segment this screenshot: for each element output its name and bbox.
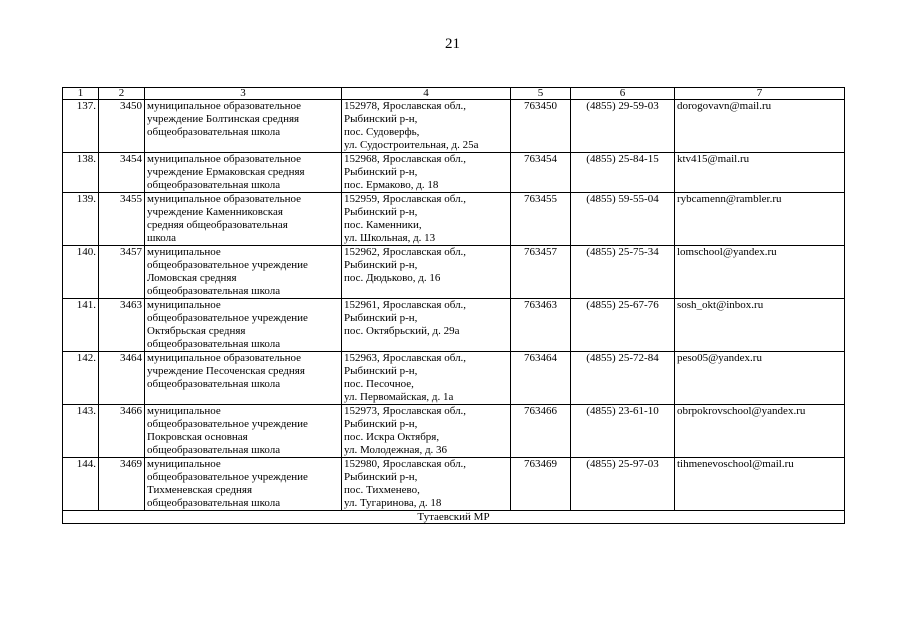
school-name-line: муниципальное образовательное [147, 352, 302, 364]
school-code: 3466 [99, 405, 145, 458]
school-zip: 763457 [511, 246, 571, 299]
row-number: 139. [63, 193, 99, 246]
school-address [342, 458, 511, 511]
school-name-line: Октябрьская средняя [147, 325, 246, 337]
school-address [342, 100, 511, 153]
school-address-line: пос. Тихменево, [344, 484, 420, 496]
school-name-line: общеобразовательная школа [147, 126, 281, 138]
school-name-line: муниципальное образовательное [147, 193, 302, 205]
region-heading: Тутаевский МР [63, 511, 845, 524]
school-zip: 763463 [511, 299, 571, 352]
school-phone: (4855) 59-55-04 [571, 193, 675, 246]
column-header: 4 [342, 88, 511, 100]
school-name-line: Покровская основная [147, 431, 248, 443]
schools-table [62, 87, 845, 524]
school-name-line: общеобразовательная школа [147, 378, 281, 390]
table-row [63, 405, 845, 458]
school-zip: 763455 [511, 193, 571, 246]
school-address-line: пос. Судоверфь, [344, 126, 420, 138]
school-zip: 763469 [511, 458, 571, 511]
column-header: 7 [675, 88, 845, 100]
school-name-line: муниципальное [147, 246, 221, 258]
school-address-line: пос. Октябрьский, д. 29а [344, 325, 460, 337]
row-number: 141. [63, 299, 99, 352]
school-name-line: общеобразовательная школа [147, 285, 281, 297]
school-address [342, 193, 511, 246]
column-header: 2 [99, 88, 145, 100]
row-number: 143. [63, 405, 99, 458]
school-code: 3455 [99, 193, 145, 246]
school-address [342, 153, 511, 193]
school-name [145, 405, 342, 458]
school-address-line: Рыбинский р-н, [344, 166, 418, 178]
school-address-line: Рыбинский р-н, [344, 471, 418, 483]
school-code: 3454 [99, 153, 145, 193]
school-name-line: муниципальное [147, 405, 221, 417]
school-code: 3457 [99, 246, 145, 299]
school-address [342, 246, 511, 299]
school-address-line: 152978, Ярославская обл., [344, 100, 467, 112]
table-row [63, 246, 845, 299]
school-phone: (4855) 25-84-15 [571, 153, 675, 193]
school-name-line: учреждение Каменниковская [147, 206, 283, 218]
school-code: 3463 [99, 299, 145, 352]
school-name-line: школа [147, 232, 176, 244]
school-address-line: ул. Судостроительная, д. 25а [344, 139, 479, 151]
school-phone: (4855) 25-97-03 [571, 458, 675, 511]
school-name-line: общеобразовательное учреждение [147, 418, 308, 430]
school-name-line: муниципальное [147, 299, 221, 311]
school-phone: (4855) 25-72-84 [571, 352, 675, 405]
school-name-line: муниципальное образовательное [147, 100, 302, 112]
school-name-line: общеобразовательная школа [147, 444, 281, 456]
column-header: 3 [145, 88, 342, 100]
school-name-line: Ломовская средняя [147, 272, 237, 284]
school-address-line: Рыбинский р-н, [344, 312, 418, 324]
school-address-line: 152959, Ярославская обл., [344, 193, 467, 205]
school-email: obrpokrovschool@yandex.ru [675, 405, 845, 458]
table-row [63, 352, 845, 405]
column-header: 1 [63, 88, 99, 100]
school-address-line: 152962, Ярославская обл., [344, 246, 467, 258]
table-row [63, 458, 845, 511]
school-address-line: Рыбинский р-н, [344, 418, 418, 430]
school-name-line: общеобразовательная школа [147, 179, 281, 191]
school-name [145, 246, 342, 299]
school-email: rybcamenn@rambler.ru [675, 193, 845, 246]
column-header: 6 [571, 88, 675, 100]
header-row [63, 88, 845, 100]
school-name [145, 100, 342, 153]
school-zip: 763466 [511, 405, 571, 458]
school-name-line: общеобразовательное учреждение [147, 312, 308, 324]
table-row [63, 153, 845, 193]
table-row [63, 100, 845, 153]
school-code: 3450 [99, 100, 145, 153]
school-zip: 763454 [511, 153, 571, 193]
school-email: dorogovavn@mail.ru [675, 100, 845, 153]
school-address-line: Рыбинский р-н, [344, 113, 418, 125]
school-address-line: пос. Ермаково, д. 18 [344, 179, 439, 191]
school-phone: (4855) 25-67-76 [571, 299, 675, 352]
school-email: sosh_okt@inbox.ru [675, 299, 845, 352]
school-email: ktv415@mail.ru [675, 153, 845, 193]
school-phone: (4855) 29-59-03 [571, 100, 675, 153]
school-name-line: учреждение Ермаковская средняя [147, 166, 305, 178]
school-address [342, 405, 511, 458]
school-email: tihmenevoschool@mail.ru [675, 458, 845, 511]
school-name-line: общеобразовательное учреждение [147, 259, 308, 271]
school-address-line: ул. Тугаринова, д. 18 [344, 497, 442, 509]
school-name-line: учреждение Песоченская средняя [147, 365, 305, 377]
school-address [342, 299, 511, 352]
school-address-line: пос. Искра Октября, [344, 431, 440, 443]
page-number: 21 [445, 36, 460, 52]
school-address-line: ул. Первомайская, д. 1а [344, 391, 454, 403]
column-header: 5 [511, 88, 571, 100]
school-name-line: общеобразовательная школа [147, 497, 281, 509]
school-name-line: муниципальное [147, 458, 221, 470]
school-name-line: средняя общеобразовательная [147, 219, 288, 231]
school-code: 3464 [99, 352, 145, 405]
school-zip: 763464 [511, 352, 571, 405]
table-row [63, 299, 845, 352]
school-address-line: Рыбинский р-н, [344, 206, 418, 218]
school-name-line: Тихменевская средняя [147, 484, 253, 496]
school-address-line: ул. Молодежная, д. 36 [344, 444, 448, 456]
school-address-line: 152980, Ярославская обл., [344, 458, 467, 470]
school-address-line: 152961, Ярославская обл., [344, 299, 467, 311]
school-name-line: общеобразовательное учреждение [147, 471, 308, 483]
row-number: 144. [63, 458, 99, 511]
section-row [63, 511, 845, 524]
school-address-line: пос. Каменники, [344, 219, 422, 231]
school-phone: (4855) 25-75-34 [571, 246, 675, 299]
school-name [145, 193, 342, 246]
school-address-line: пос. Песочное, [344, 378, 414, 390]
school-name [145, 299, 342, 352]
school-email: lomschool@yandex.ru [675, 246, 845, 299]
school-code: 3469 [99, 458, 145, 511]
row-number: 140. [63, 246, 99, 299]
school-address-line: пос. Дюдьково, д. 16 [344, 272, 441, 284]
school-name-line: муниципальное образовательное [147, 153, 302, 165]
school-name [145, 153, 342, 193]
school-address-line: Рыбинский р-н, [344, 365, 418, 377]
school-address-line: 152963, Ярославская обл., [344, 352, 467, 364]
school-name-line: общеобразовательная школа [147, 338, 281, 350]
school-name [145, 352, 342, 405]
school-address-line: 152973, Ярославская обл., [344, 405, 467, 417]
school-address-line: 152968, Ярославская обл., [344, 153, 467, 165]
table-row [63, 193, 845, 246]
school-phone: (4855) 23-61-10 [571, 405, 675, 458]
school-name-line: учреждение Болтинская средняя [147, 113, 300, 125]
row-number: 138. [63, 153, 99, 193]
school-email: peso05@yandex.ru [675, 352, 845, 405]
row-number: 142. [63, 352, 99, 405]
school-zip: 763450 [511, 100, 571, 153]
school-address-line: ул. Школьная, д. 13 [344, 232, 436, 244]
school-name [145, 458, 342, 511]
row-number: 137. [63, 100, 99, 153]
school-address [342, 352, 511, 405]
school-address-line: Рыбинский р-н, [344, 259, 418, 271]
